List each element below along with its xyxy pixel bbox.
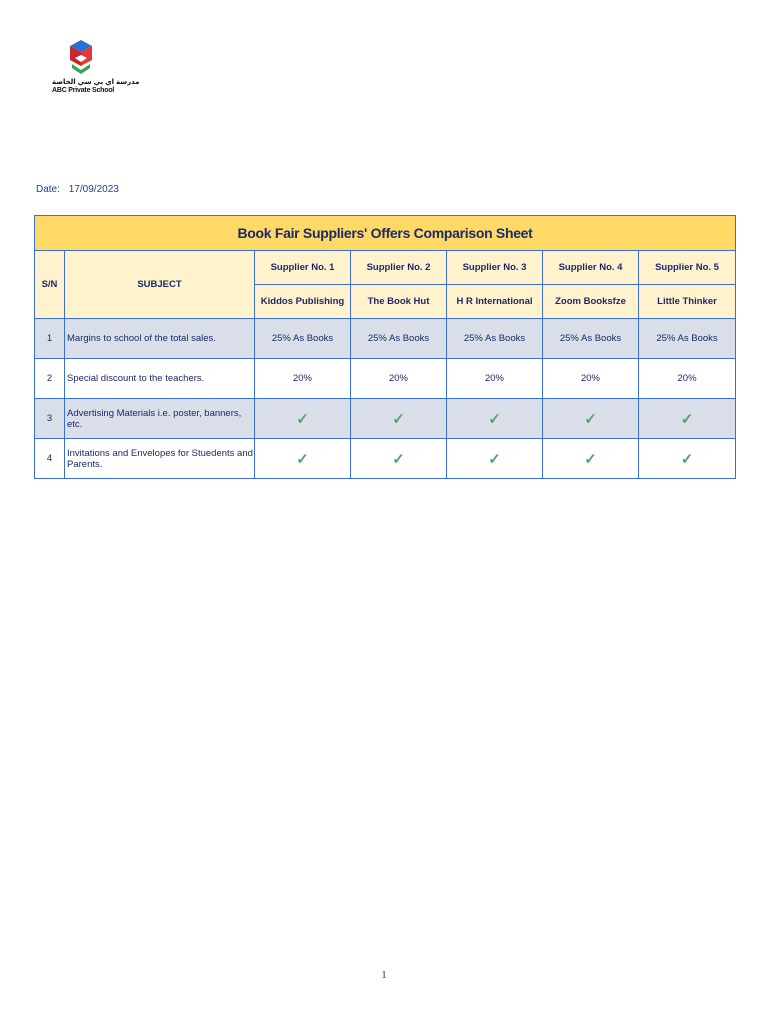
table-row (35, 439, 736, 479)
supplier-name-header: The Book Hut (351, 285, 447, 319)
offer-cell: 20% (447, 359, 543, 399)
row-sn: 3 (35, 399, 65, 439)
checkmark-icon: ✓ (351, 439, 447, 479)
row-subject: Margins to school of the total sales. (65, 319, 255, 359)
comparison-table (34, 215, 736, 479)
offer-cell: 20% (639, 359, 736, 399)
row-subject: Advertising Materials i.e. poster, banners, etc. (65, 399, 255, 439)
cube-logo-icon (68, 38, 94, 76)
row-sn: 2 (35, 359, 65, 399)
offer-cell: 25% As Books (447, 319, 543, 359)
table-row (35, 319, 736, 359)
checkmark-icon: ✓ (543, 439, 639, 479)
supplier-number-header: Supplier No. 3 (447, 251, 543, 285)
checkmark-icon: ✓ (255, 439, 351, 479)
row-sn: 1 (35, 319, 65, 359)
supplier-name-header: Zoom Booksfze (543, 285, 639, 319)
table-row (35, 359, 736, 399)
checkmark-icon: ✓ (639, 399, 736, 439)
checkmark-icon: ✓ (447, 399, 543, 439)
offer-cell: 20% (351, 359, 447, 399)
checkmark-icon: ✓ (255, 399, 351, 439)
supplier-number-header: Supplier No. 5 (639, 251, 736, 285)
offer-cell: 20% (255, 359, 351, 399)
checkmark-icon: ✓ (543, 399, 639, 439)
date-label: Date: (36, 184, 60, 195)
supplier-number-header: Supplier No. 1 (255, 251, 351, 285)
school-logo (52, 38, 140, 98)
offer-cell: 25% As Books (351, 319, 447, 359)
offer-cell: 25% As Books (543, 319, 639, 359)
supplier-number-header: Supplier No. 4 (543, 251, 639, 285)
checkmark-icon: ✓ (351, 399, 447, 439)
school-name-english: ABC Private School (52, 87, 115, 94)
supplier-name-header: Little Thinker (639, 285, 736, 319)
table-title: Book Fair Suppliers' Offers Comparison Sheet (35, 216, 736, 251)
table-row (35, 399, 736, 439)
sn-header: S/N (35, 251, 65, 319)
supplier-name-header: Kiddos Publishing (255, 285, 351, 319)
date-value: 17/09/2023 (68, 184, 119, 195)
supplier-name-header: H R International (447, 285, 543, 319)
checkmark-icon: ✓ (639, 439, 736, 479)
subject-header: SUBJECT (65, 251, 255, 319)
row-sn: 4 (35, 439, 65, 479)
offer-cell: 20% (543, 359, 639, 399)
school-name-arabic: مدرسة اي بي سي الخاصة (52, 79, 140, 86)
offer-cell: 25% As Books (639, 319, 736, 359)
date-row (36, 184, 119, 195)
checkmark-icon: ✓ (447, 439, 543, 479)
row-subject: Special discount to the teachers. (65, 359, 255, 399)
offer-cell: 25% As Books (255, 319, 351, 359)
row-subject: Invitations and Envelopes for Stuedents and Parents. (65, 439, 255, 479)
supplier-number-header: Supplier No. 2 (351, 251, 447, 285)
page-number: 1 (381, 970, 387, 981)
